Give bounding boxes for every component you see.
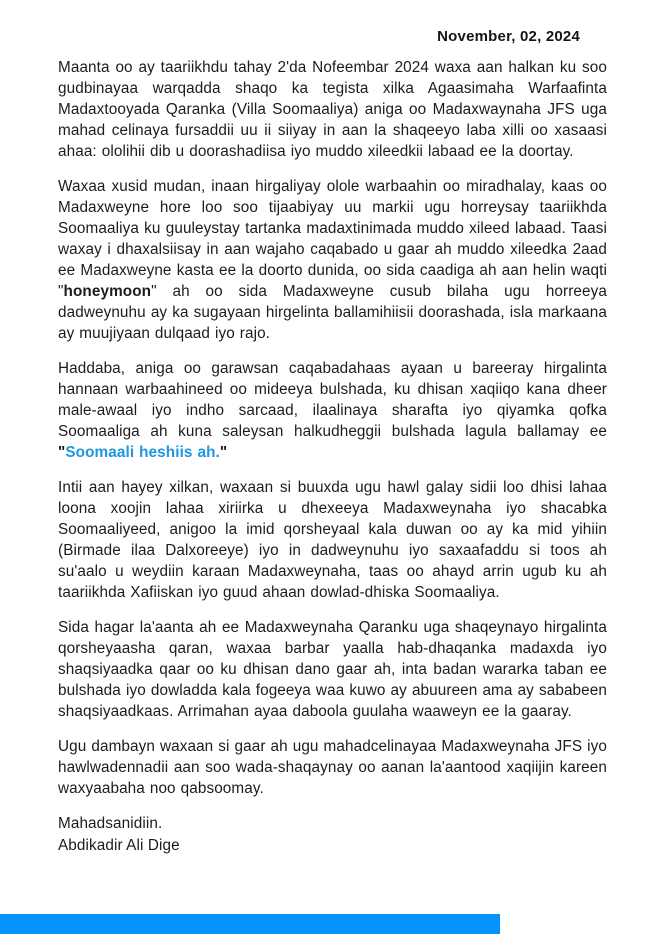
text-run: Sida hagar la'aanta ah ee Madaxweynaha Qaranku uga shaqeynayo hirgalinta qorsheyaasha qaran, waxaa barbar yaalla hab-dhaqanka madaxda iyo shaqsiyaadka qaar oo ku dhisan dano gaar ah, inta badan wararka taban ee bulshada iyo dowladda kala fogeeya waa kuwo ay abuureen ama ay sababeen shaqsiyaadkaas. Arrimahan ayaa daboola guulaha waaweyn ee la gaaray. <box>58 619 607 720</box>
text-run: Ugu dambayn waxaan si gaar ah ugu mahadcelinayaa Madaxweynaha JFS iyo hawlwadennadii aan soo wada-shaqaynay oo aanan la'aantood xaqiijin kareen waxyaabaha noo qabsoomay. <box>58 738 607 797</box>
footer-accent-bar <box>0 914 500 934</box>
letter-paragraph-6 <box>58 736 607 799</box>
letter-closing-block <box>58 813 607 857</box>
letter-paragraph-1 <box>58 57 607 162</box>
text-run: Maanta oo ay taariikhdu tahay 2'da Nofeembar 2024 waxa aan halkan ku soo gudbinayaa warqadda shaqo ka tegista xilka Agaasimaha Warfaafinta Madaxtooyada Qaranka (Villa Soomaaliya) aniga oo Madaxwaynaha JFS uga mahad celinaya fursaddii uu ii siiyay in aan la shaqeeyo laba xilli oo xasaasi ahaa: ololihii dib u doorashadiisa iyo muddo xileedkii labaad ee la doortay. <box>58 59 607 160</box>
text-run: Haddaba, aniga oo garawsan caqabadahaas ayaan u bareeray hirgalinta hannaan warbaahineed oo mideeya bulshada, ku dhisan xaqiiqo kana dheer male-awaal iyo indho sarcaad, ilaalinaya sharafta iyo qiyamka qofka Soomaaliga ah kuna saleysan halkudheggii bulshada lagula ballamay ee <box>58 360 607 440</box>
letter-paragraph-5 <box>58 617 607 722</box>
text-run: Intii aan hayey xilkan, waxaan si buuxda ugu hawl galay sidii loo dhisi lahaa loona xoojin lahaa xiriirka u dhexeeya Madaxweynaha iyo shacabka Soomaaliyeed, anigoo la imid qorsheyaal kala duwan oo ay ka mid yihiin (Birmade ilaa Dalxoreeye) iyo in dadweynuhu iyo saxaafaddu si toos ah su'aalo u weydiin karaan Madaxweynaha, taas oo ahayd arrin ugub ku ah taariikhda Xafiiskan iyo guud ahaan dowlad-dhiska Soomaaliya. <box>58 479 607 601</box>
text-run: " <box>58 444 66 461</box>
letter-date: November, 02, 2024 <box>437 28 580 45</box>
text-run: Waxaa xusid mudan, inaan hirgaliyay olole warbaahin oo miradhalay, kaas oo Madaxweyne hore loo soo tijaabiyay uu markii ugu horreysay taariikhda Soomaaliya ku guuleystay tartanka madaxtinimada muddo xileed labaad. Taasi waxay i dhaxalsiisay in aan wajaho caqabado u gaar ah muddo xileedka 2aad ee Madaxweyne kasta ee la doorto dunida, oo sida caadiga ah aan helin waqti " <box>58 178 607 300</box>
text-run: Soomaali heshiis ah. <box>65 444 220 461</box>
letter-body <box>58 57 607 857</box>
closing-text: Mahadsanidiin. <box>58 815 163 832</box>
text-run: honeymoon <box>63 283 152 300</box>
letter-paragraph-2 <box>58 176 607 344</box>
text-run: " <box>219 444 228 461</box>
letter-paragraph-4 <box>58 477 607 603</box>
signature-name: Abdikadir Ali Dige <box>58 837 180 854</box>
letter-paragraph-3 <box>58 358 607 463</box>
text-run: " ah oo sida Madaxweyne cusub bilaha ugu horreeya dadweynuhu ay ka sugayaan hirgelinta ballamihiisii doorashada, isla markaana ay muujiyaan dulqaad iyo rajo. <box>58 283 607 342</box>
